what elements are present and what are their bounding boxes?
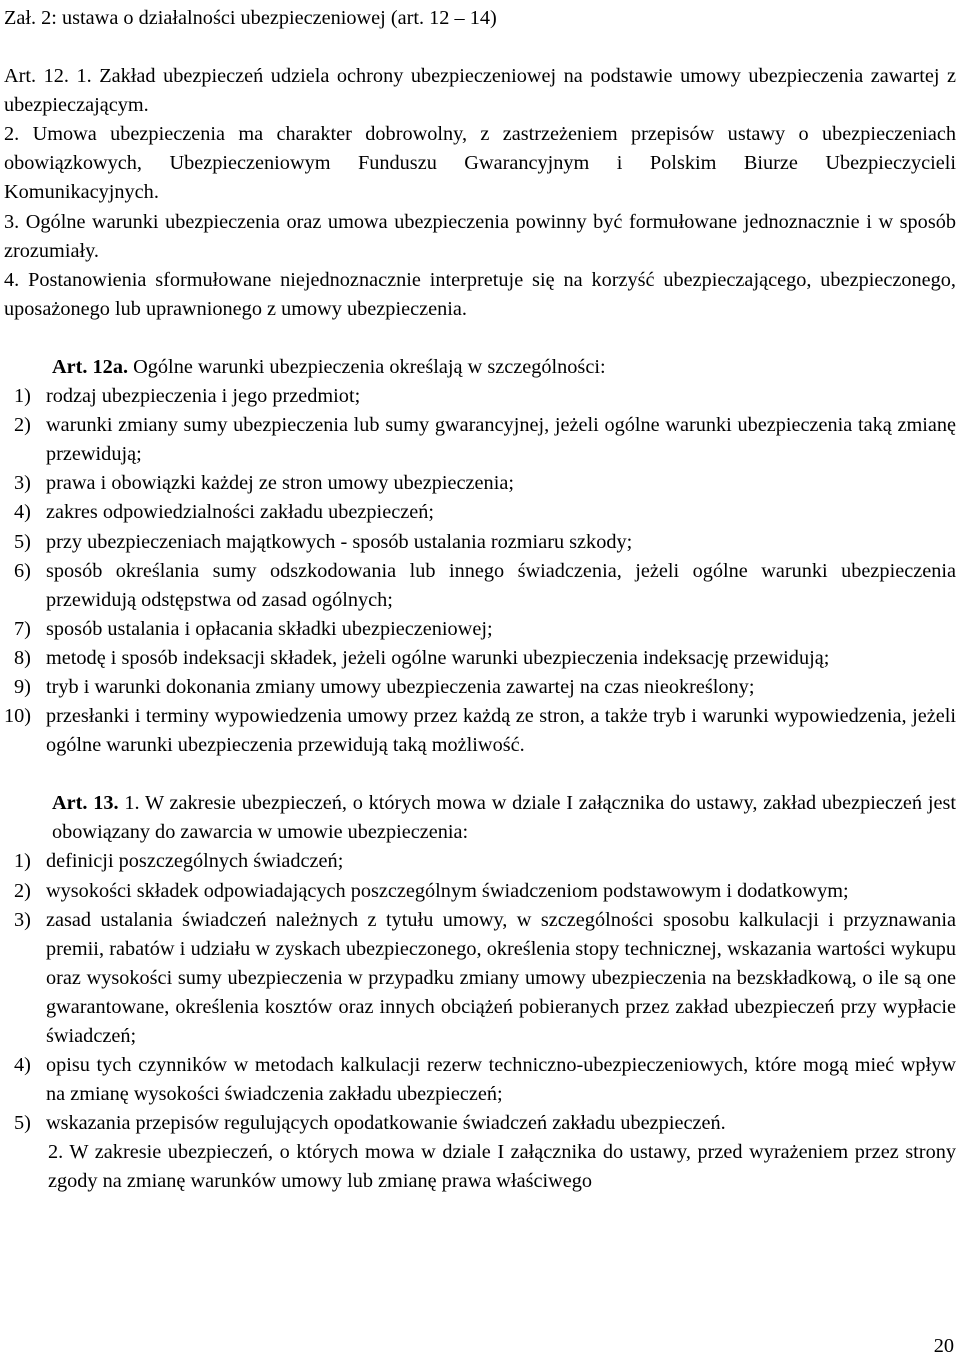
list-item-text: definicji poszczególnych świadczeń; [46, 850, 344, 873]
list-item-number: 9) [14, 675, 31, 698]
list-item-number: 5) [14, 530, 31, 553]
art13-paragraph-1 [4, 789, 956, 847]
list-item-number: 2) [14, 879, 31, 902]
art12-paragraph-4: 4. Postanowienia sformułowane niejednoznacznie interpretuje się na korzyść ubezpieczającego, ubezpieczonego, uposażonego lub uprawnionego z umowy ubezpieczenia. [4, 268, 956, 320]
list-item [4, 673, 956, 702]
document-page [4, 0, 956, 1197]
list-item-text: przesłanki i terminy wypowiedzenia umowy przez każdą ze stron, a także tryb i warunki wypowiedzenia, jeżeli ogólne warunki ubezpieczenia przewidują taką możliwość. [46, 705, 956, 757]
list-item-number: 8) [14, 646, 31, 669]
list-item [4, 1051, 956, 1109]
art13-list [4, 847, 956, 1138]
list-item [4, 847, 956, 876]
list-item [4, 528, 956, 557]
art13-heading: Art. 13. [52, 792, 119, 815]
art12a-intro [4, 353, 956, 382]
list-item-number: 3) [14, 472, 31, 495]
list-item-text: wysokości składek odpowiadających poszczególnym świadczeniom podstawowym i dodatkowym; [46, 879, 849, 902]
attachment-heading: Zał. 2: ustawa o działalności ubezpieczeniowej (art. 12 – 14) [4, 7, 497, 29]
list-item-number: 3) [14, 908, 31, 931]
list-item-number: 1) [14, 385, 31, 408]
list-item [4, 906, 956, 1051]
list-item-number: 4) [14, 1054, 31, 1077]
list-item-number: 2) [14, 414, 31, 437]
list-item-number: 7) [14, 617, 31, 640]
list-item [4, 1109, 956, 1138]
list-item [4, 498, 956, 527]
art12-paragraph-3: 3. Ogólne warunki ubezpieczenia oraz umowa ubezpieczenia powinny być formułowane jednoznacznie i w sposób zrozumiały. [4, 210, 956, 262]
list-item-text: sposób ustalania i opłacania składki ubezpieczeniowej; [46, 617, 493, 640]
list-item-text: opisu tych czynników w metodach kalkulacji rezerw techniczno-ubezpieczeniowych, które mogą mieć wpływ na zmianę wysokości świadczenia zakładu ubezpieczeń; [46, 1054, 956, 1106]
list-item-text: warunki zmiany sumy ubezpieczenia lub sumy gwarancyjnej, jeżeli ogólne warunki ubezpieczenia taką zmianę przewidują; [46, 414, 956, 466]
list-item-number: 5) [14, 1112, 31, 1135]
art12-paragraph-1-text: Zakład ubezpieczeń udziela ochrony ubezpieczeniowej na podstawie umowy ubezpieczenia zawartej z ubezpieczającym. [4, 65, 957, 117]
list-item [4, 702, 956, 760]
list-item-text: tryb i warunki dokonania zmiany umowy ubezpieczenia zawartej na czas nieokreślony; [46, 675, 755, 698]
list-item-number: 1) [14, 850, 31, 873]
list-item-number: 4) [14, 501, 31, 524]
list-item [4, 557, 956, 615]
list-item-text: prawa i obowiązki każdej ze stron umowy ubezpieczenia; [46, 472, 514, 495]
page-number: 20 [933, 1334, 954, 1357]
art13-paragraph-2: 2. W zakresie ubezpieczeń, o których mowa w dziale I załącznika do ustawy, przed wyrażeniem przez strony zgody na zmianę warunków umowy lub zmianę prawa właściwego [48, 1141, 956, 1193]
list-item-text: przy ubezpieczeniach majątkowych - sposób ustalania rozmiaru szkody; [46, 530, 633, 553]
art12-paragraph-1 [4, 62, 956, 120]
art12-paragraph-2: 2. Umowa ubezpieczenia ma charakter dobrowolny, z zastrzeżeniem przepisów ustawy o ubezpieczeniach obowiązkowych, Ubezpieczeniowym Funduszu Gwarancyjnym i Polskim Biurze Ubezpieczycieli Komunikacyjnych. [4, 123, 956, 204]
list-item [4, 411, 956, 469]
art12-heading: Art. 12. 1. [4, 65, 92, 88]
list-item-text: wskazania przepisów regulujących opodatkowanie świadczeń zakładu ubezpieczeń. [46, 1112, 726, 1135]
list-item-text: rodzaj ubezpieczenia i jego przedmiot; [46, 385, 361, 408]
list-item-text: sposób określania sumy odszkodowania lub innego świadczenia, jeżeli ogólne warunki ubezpieczenia przewidują odstępstwa od zasad ogólnych; [46, 559, 956, 611]
list-item [4, 877, 956, 906]
list-item [4, 382, 956, 411]
list-item [4, 644, 956, 673]
list-item-number: 10) [4, 705, 32, 728]
art13-paragraph-1-text: 1. W zakresie ubezpieczeń, o których mowa w dziale I załącznika do ustawy, zakład ubezpieczeń jest obowiązany do zawarcia w umowie ubezpieczenia: [52, 792, 956, 844]
art12a-intro-text: Ogólne warunki ubezpieczenia określają w szczególności: [133, 355, 606, 378]
art12a-heading: Art. 12a. [52, 355, 129, 378]
list-item [4, 469, 956, 498]
list-item-number: 6) [14, 559, 31, 582]
list-item-text: metodę i sposób indeksacji składek, jeżeli ogólne warunki ubezpieczenia indeksację przewidują; [46, 646, 830, 669]
list-item-text: zakres odpowiedzialności zakładu ubezpieczeń; [46, 501, 434, 524]
list-item [4, 615, 956, 644]
art12a-list [4, 382, 956, 760]
list-item-text: zasad ustalania świadczeń należnych z tytułu umowy, w szczególności sposobu kalkulacji i przyznawania premii, rabatów i udziału w zyskach ubezpieczonego, określenia stopy technicznej, wskazania wartości wykupu oraz wysokości sumy ubezpieczenia w przypadku zmiany umowy ubezpieczenia na bezskładkową, o ile są one gwarantowane, określenia kosztów oraz innych obciążeń pobieranych przez zakład ubezpieczeń przy wypłacie świadczeń; [46, 908, 956, 1047]
